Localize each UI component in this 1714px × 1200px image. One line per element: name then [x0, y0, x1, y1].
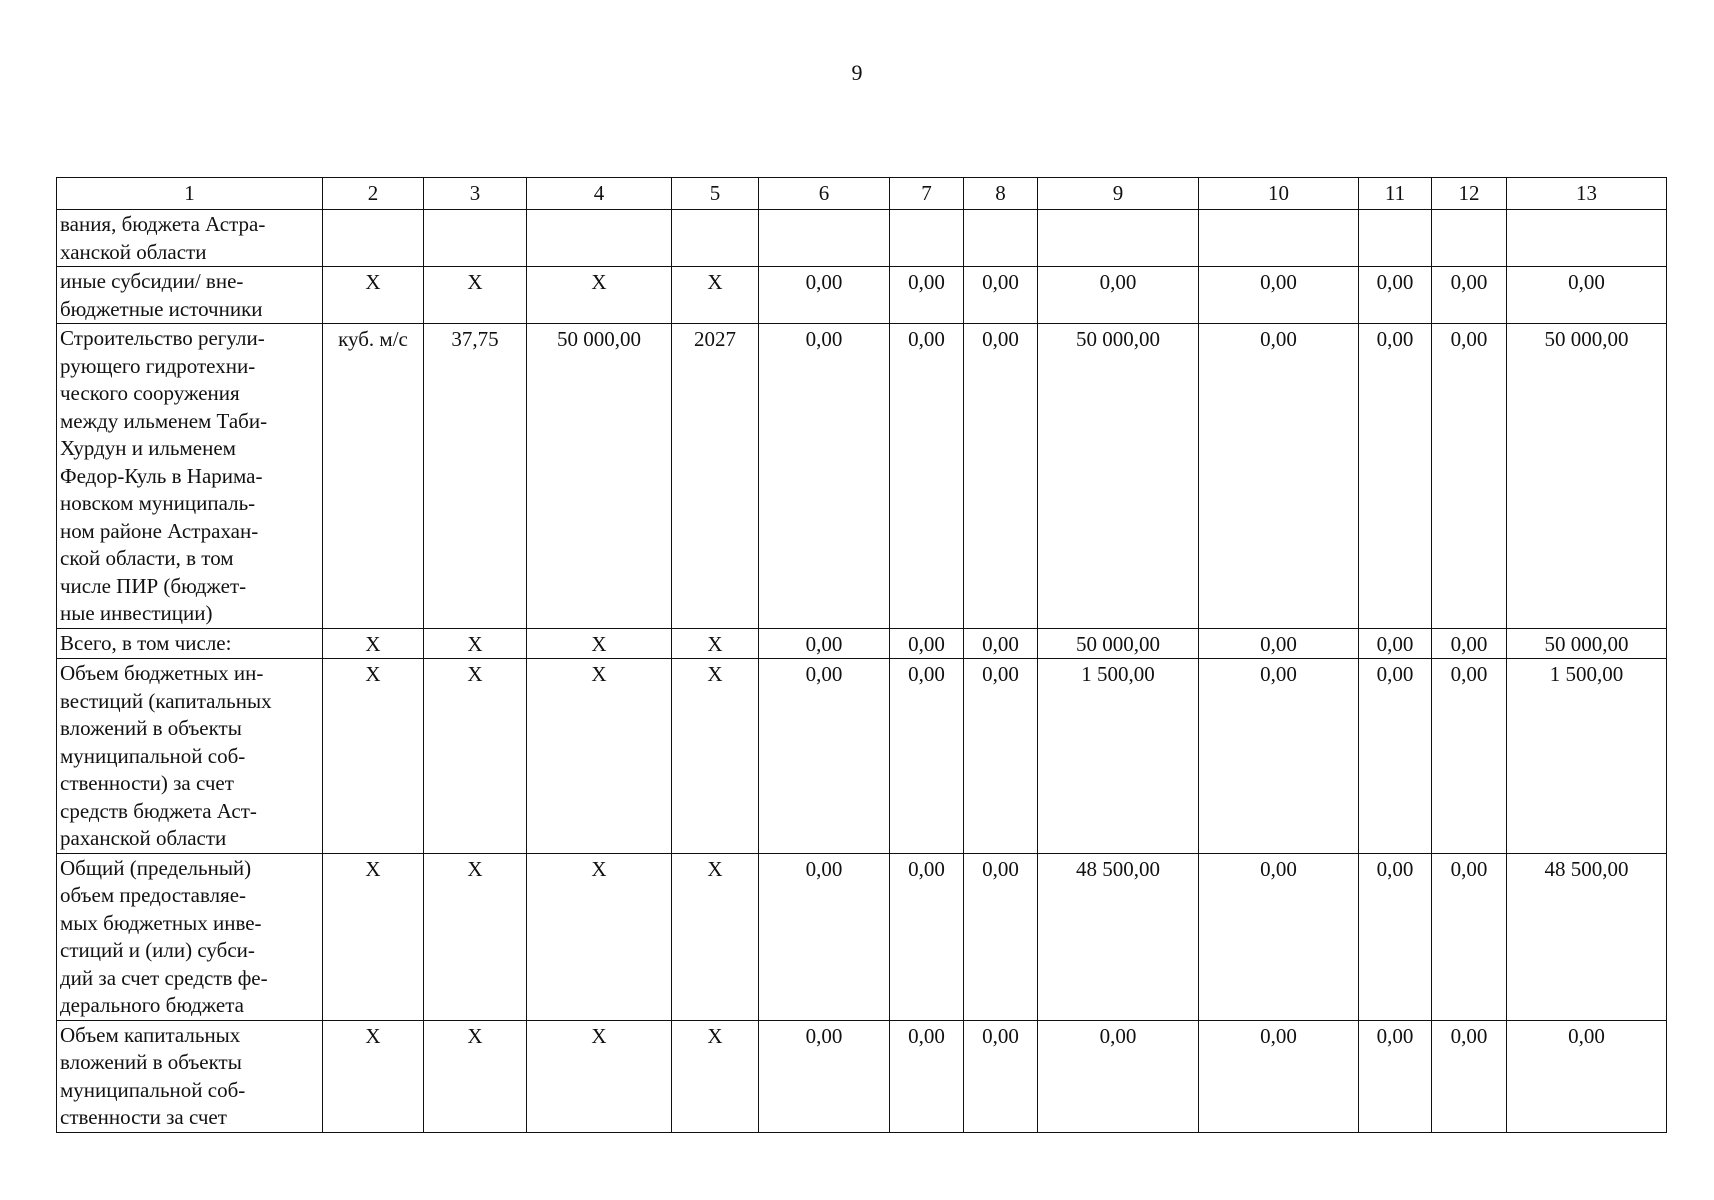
value-cell-col-2: [323, 210, 424, 267]
value-cell-col-13: 50 000,00: [1507, 324, 1667, 629]
value-cell-col-8: 0,00: [964, 659, 1038, 854]
column-number-5: 5: [672, 178, 759, 210]
value-cell-col-9: 1 500,00: [1038, 659, 1199, 854]
value-cell-col-2: X: [323, 628, 424, 659]
table-row: [57, 210, 1667, 267]
table-row: [57, 1020, 1667, 1132]
description-line: объем предоставляе-: [60, 883, 247, 907]
description-line: ные инвестиции): [60, 601, 213, 625]
value-cell-col-3: X: [424, 659, 527, 854]
description-line: Объем бюджетных ин-: [60, 661, 264, 685]
description-line: вания, бюджета Астра-: [60, 212, 266, 236]
value-cell-col-8: 0,00: [964, 324, 1038, 629]
value-cell-col-12: [1432, 210, 1507, 267]
value-cell-col-6: 0,00: [759, 628, 890, 659]
value-cell-col-9: [1038, 210, 1199, 267]
column-number-3: 3: [424, 178, 527, 210]
value-cell-col-4: 50 000,00: [527, 324, 672, 629]
value-cell-col-11: 0,00: [1359, 853, 1432, 1020]
description-line: ской области, в том: [60, 546, 234, 570]
value-cell-col-3: [424, 210, 527, 267]
row-description: [57, 853, 323, 1020]
value-cell-col-2: X: [323, 1020, 424, 1132]
header-row: [57, 178, 1667, 210]
value-cell-col-4: X: [527, 267, 672, 324]
value-cell-col-12: 0,00: [1432, 1020, 1507, 1132]
table-row: [57, 324, 1667, 629]
description-line: ственности) за счет: [60, 771, 234, 795]
value-cell-col-6: [759, 210, 890, 267]
description-line: Федор-Куль в Нарима-: [60, 463, 263, 488]
value-cell-col-12: 0,00: [1432, 659, 1507, 854]
value-cell-col-2: X: [323, 853, 424, 1020]
page-number: 9: [851, 60, 863, 85]
column-number-7: 7: [890, 178, 964, 210]
column-number-9: 9: [1038, 178, 1199, 210]
value-cell-col-6: 0,00: [759, 659, 890, 854]
value-cell-col-11: 0,00: [1359, 267, 1432, 324]
value-cell-col-5: X: [672, 1020, 759, 1132]
value-cell-col-8: [964, 210, 1038, 267]
value-cell-col-7: 0,00: [890, 267, 964, 324]
value-cell-col-9: 0,00: [1038, 267, 1199, 324]
value-cell-col-5: X: [672, 659, 759, 854]
table-row: [57, 267, 1667, 324]
value-cell-col-3: X: [424, 1020, 527, 1132]
description-line: вестиций (капитальных: [60, 688, 272, 713]
value-cell-col-6: 0,00: [759, 267, 890, 324]
value-cell-col-6: 0,00: [759, 324, 890, 629]
value-cell-col-7: 0,00: [890, 324, 964, 629]
description-line: иные субсидии/ вне-: [60, 269, 244, 293]
description-line: Общий (предельный): [60, 855, 252, 880]
value-cell-col-12: 0,00: [1432, 267, 1507, 324]
value-cell-col-4: [527, 210, 672, 267]
description-line: ческого сооружения: [60, 381, 240, 405]
description-line: новском муниципаль-: [60, 491, 256, 515]
value-cell-col-4: X: [527, 659, 672, 854]
column-number-1: 1: [57, 178, 323, 210]
value-cell-col-3: X: [424, 628, 527, 659]
row-description: [57, 210, 323, 267]
value-cell-col-9: 0,00: [1038, 1020, 1199, 1132]
value-cell-col-6: 0,00: [759, 1020, 890, 1132]
description-line: числе ПИР (бюджет-: [60, 573, 247, 598]
description-line: Всего, в том числе:: [60, 630, 232, 655]
value-cell-col-11: 0,00: [1359, 628, 1432, 659]
value-cell-col-5: 2027: [672, 324, 759, 629]
value-cell-col-9: 48 500,00: [1038, 853, 1199, 1020]
row-description: [57, 1020, 323, 1132]
description-line: ном районе Астрахан-: [60, 518, 259, 543]
value-cell-col-8: 0,00: [964, 853, 1038, 1020]
description-line: между ильменем Таби-: [60, 408, 268, 433]
value-cell-col-7: [890, 210, 964, 267]
value-cell-col-13: 50 000,00: [1507, 628, 1667, 659]
value-cell-col-8: 0,00: [964, 1020, 1038, 1132]
value-cell-col-7: 0,00: [890, 1020, 964, 1132]
value-cell-col-2: X: [323, 267, 424, 324]
table-row: [57, 659, 1667, 854]
row-description: [57, 659, 323, 854]
value-cell-col-4: X: [527, 1020, 672, 1132]
value-cell-col-12: 0,00: [1432, 628, 1507, 659]
value-cell-col-13: 0,00: [1507, 267, 1667, 324]
description-line: стиций и (или) субси-: [60, 938, 255, 962]
description-line: средств бюджета Аст-: [60, 798, 257, 823]
value-cell-col-9: 50 000,00: [1038, 628, 1199, 659]
value-cell-col-11: [1359, 210, 1432, 267]
budget-table: [56, 177, 1667, 1133]
value-cell-col-3: X: [424, 267, 527, 324]
value-cell-col-5: X: [672, 628, 759, 659]
description-line: Строительство регули-: [60, 326, 265, 350]
value-cell-col-3: X: [424, 853, 527, 1020]
value-cell-col-7: 0,00: [890, 628, 964, 659]
value-cell-col-10: 0,00: [1199, 267, 1359, 324]
value-cell-col-8: 0,00: [964, 267, 1038, 324]
value-cell-col-2: X: [323, 659, 424, 854]
description-line: Объем капитальных: [60, 1022, 241, 1047]
column-number-4: 4: [527, 178, 672, 210]
value-cell-col-10: [1199, 210, 1359, 267]
value-cell-col-12: 0,00: [1432, 324, 1507, 629]
description-line: муниципальной соб-: [60, 743, 246, 768]
description-line: дий за счет средств фе-: [60, 965, 268, 990]
description-line: ственности за счет: [60, 1105, 227, 1129]
value-cell-col-2: куб. м/с: [323, 324, 424, 629]
description-line: дерального бюджета: [60, 993, 244, 1017]
table-row: [57, 628, 1667, 659]
value-cell-col-3: 37,75: [424, 324, 527, 629]
row-description: [57, 324, 323, 629]
column-number-10: 10: [1199, 178, 1359, 210]
column-number-6: 6: [759, 178, 890, 210]
value-cell-col-12: 0,00: [1432, 853, 1507, 1020]
value-cell-col-10: 0,00: [1199, 324, 1359, 629]
description-line: бюджетные источники: [60, 296, 263, 321]
value-cell-col-5: [672, 210, 759, 267]
column-number-8: 8: [964, 178, 1038, 210]
value-cell-col-10: 0,00: [1199, 628, 1359, 659]
value-cell-col-8: 0,00: [964, 628, 1038, 659]
value-cell-col-7: 0,00: [890, 659, 964, 854]
value-cell-col-10: 0,00: [1199, 1020, 1359, 1132]
value-cell-col-4: X: [527, 628, 672, 659]
value-cell-col-10: 0,00: [1199, 659, 1359, 854]
description-line: вложений в объекты: [60, 1050, 242, 1074]
value-cell-col-11: 0,00: [1359, 324, 1432, 629]
description-line: вложений в объекты: [60, 716, 242, 740]
value-cell-col-7: 0,00: [890, 853, 964, 1020]
value-cell-col-13: 0,00: [1507, 1020, 1667, 1132]
description-line: мых бюджетных инве-: [60, 910, 262, 935]
description-line: раханской области: [60, 826, 227, 850]
value-cell-col-13: [1507, 210, 1667, 267]
column-number-12: 12: [1432, 178, 1507, 210]
description-line: Хурдун и ильменем: [60, 436, 236, 460]
value-cell-col-11: 0,00: [1359, 1020, 1432, 1132]
value-cell-col-6: 0,00: [759, 853, 890, 1020]
value-cell-col-5: X: [672, 853, 759, 1020]
column-number-2: 2: [323, 178, 424, 210]
table-body: [57, 178, 1667, 1133]
description-line: муниципальной соб-: [60, 1077, 246, 1102]
column-number-13: 13: [1507, 178, 1667, 210]
table-row: [57, 853, 1667, 1020]
value-cell-col-5: X: [672, 267, 759, 324]
value-cell-col-13: 48 500,00: [1507, 853, 1667, 1020]
description-line: ханской области: [60, 239, 207, 264]
value-cell-col-13: 1 500,00: [1507, 659, 1667, 854]
value-cell-col-9: 50 000,00: [1038, 324, 1199, 629]
value-cell-col-11: 0,00: [1359, 659, 1432, 854]
row-description: [57, 267, 323, 324]
column-number-11: 11: [1359, 178, 1432, 210]
description-line: рующего гидротехни-: [60, 353, 256, 378]
value-cell-col-4: X: [527, 853, 672, 1020]
value-cell-col-10: 0,00: [1199, 853, 1359, 1020]
row-description: [57, 628, 323, 659]
